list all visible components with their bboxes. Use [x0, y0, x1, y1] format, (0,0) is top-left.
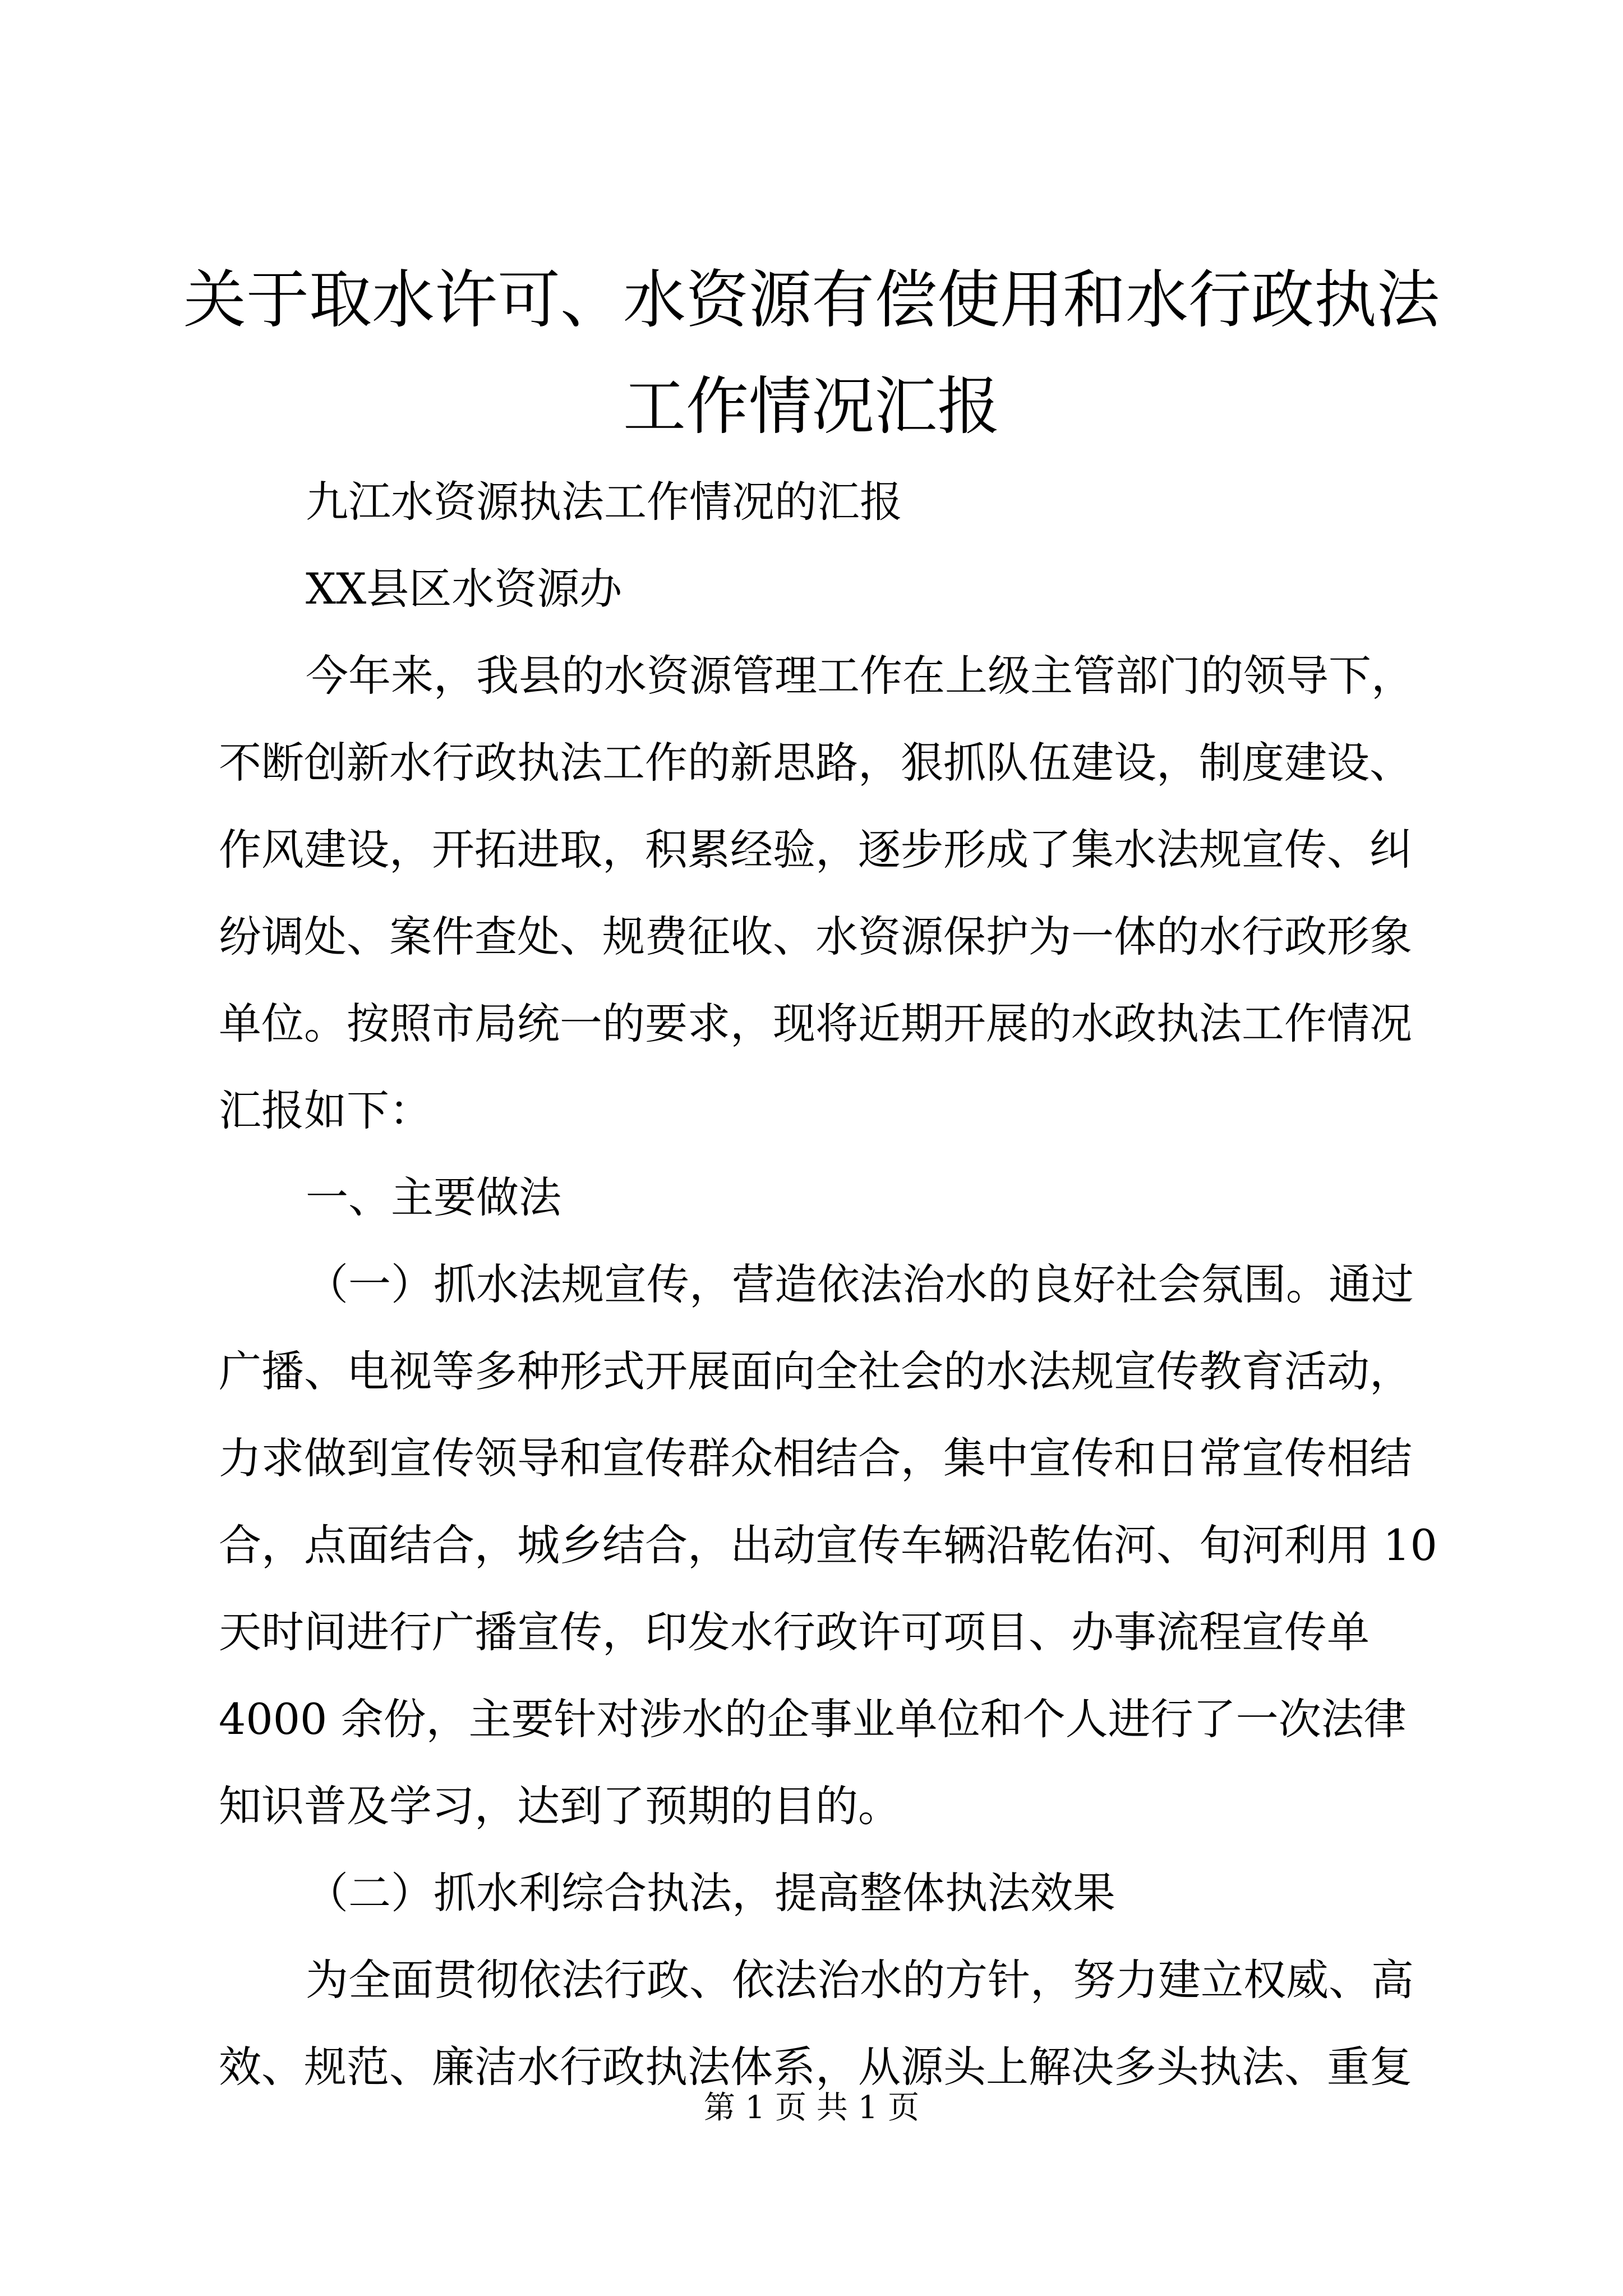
paragraph-line: 广播、电视等多种形式开展面向全社会的水法规宣传教育活动， [219, 1346, 1412, 1396]
paragraph-line: 知识普及学习，达到了预期的目的。 [219, 1781, 901, 1831]
subsection-heading: （二）抓水利综合执法，提高整体执法效果 [306, 1868, 1115, 1918]
paragraph-line: 为全面贯彻依法行政、依法治水的方针，努力建立权威、高 [306, 1955, 1414, 2005]
document-title-line-2: 工作情况汇报 [623, 370, 1000, 443]
paragraph-line: 今年来，我县的水资源管理工作在上级主管部门的领导下， [306, 651, 1414, 701]
page-number-footer: 第 1 页 共 1 页 [703, 2090, 920, 2126]
paragraph-line: 作风建设，开拓进取，积累经验，逐步形成了集水法规宣传、纠 [219, 825, 1412, 875]
paragraph-line: 效、规范、廉洁水行政执法体系，从源头上解决多头执法、重复 [219, 2042, 1412, 2092]
document-subtitle: 九江水资源执法工作情况的汇报 [306, 477, 902, 527]
paragraph-line: 4000 余份，主要针对涉水的企事业单位和个人进行了一次法律 [219, 1694, 1407, 1744]
paragraph-line: 合，点面结合，城乡结合，出动宣传车辆沿乾佑河、旬河利用 10 [219, 1520, 1437, 1570]
paragraph-line: 不断创新水行政执法工作的新思路，狠抓队伍建设，制度建设、 [219, 738, 1412, 788]
section-heading: 一、主要做法 [306, 1172, 561, 1222]
paragraph-line: 力求做到宣传领导和宣传群众相结合，集中宣传和日常宣传相结 [219, 1433, 1412, 1483]
paragraph-line: （一）抓水法规宣传，营造依法治水的良好社会氛围。通过 [306, 1259, 1414, 1309]
paragraph-line: 单位。按照市局统一的要求，现将近期开展的水政执法工作情况 [219, 999, 1412, 1048]
paragraph-line: 汇报如下： [219, 1085, 432, 1135]
paragraph-line: 天时间进行广播宣传，印发水行政许可项目、办事流程宣传单 [219, 1607, 1370, 1657]
document-author: XX县区水资源办 [306, 564, 623, 614]
paragraph-line: 纷调处、案件查处、规费征收、水资源保护为一体的水行政形象 [219, 912, 1412, 961]
document-title-line-1: 关于取水许可、水资源有偿使用和水行政执法 [183, 264, 1440, 337]
